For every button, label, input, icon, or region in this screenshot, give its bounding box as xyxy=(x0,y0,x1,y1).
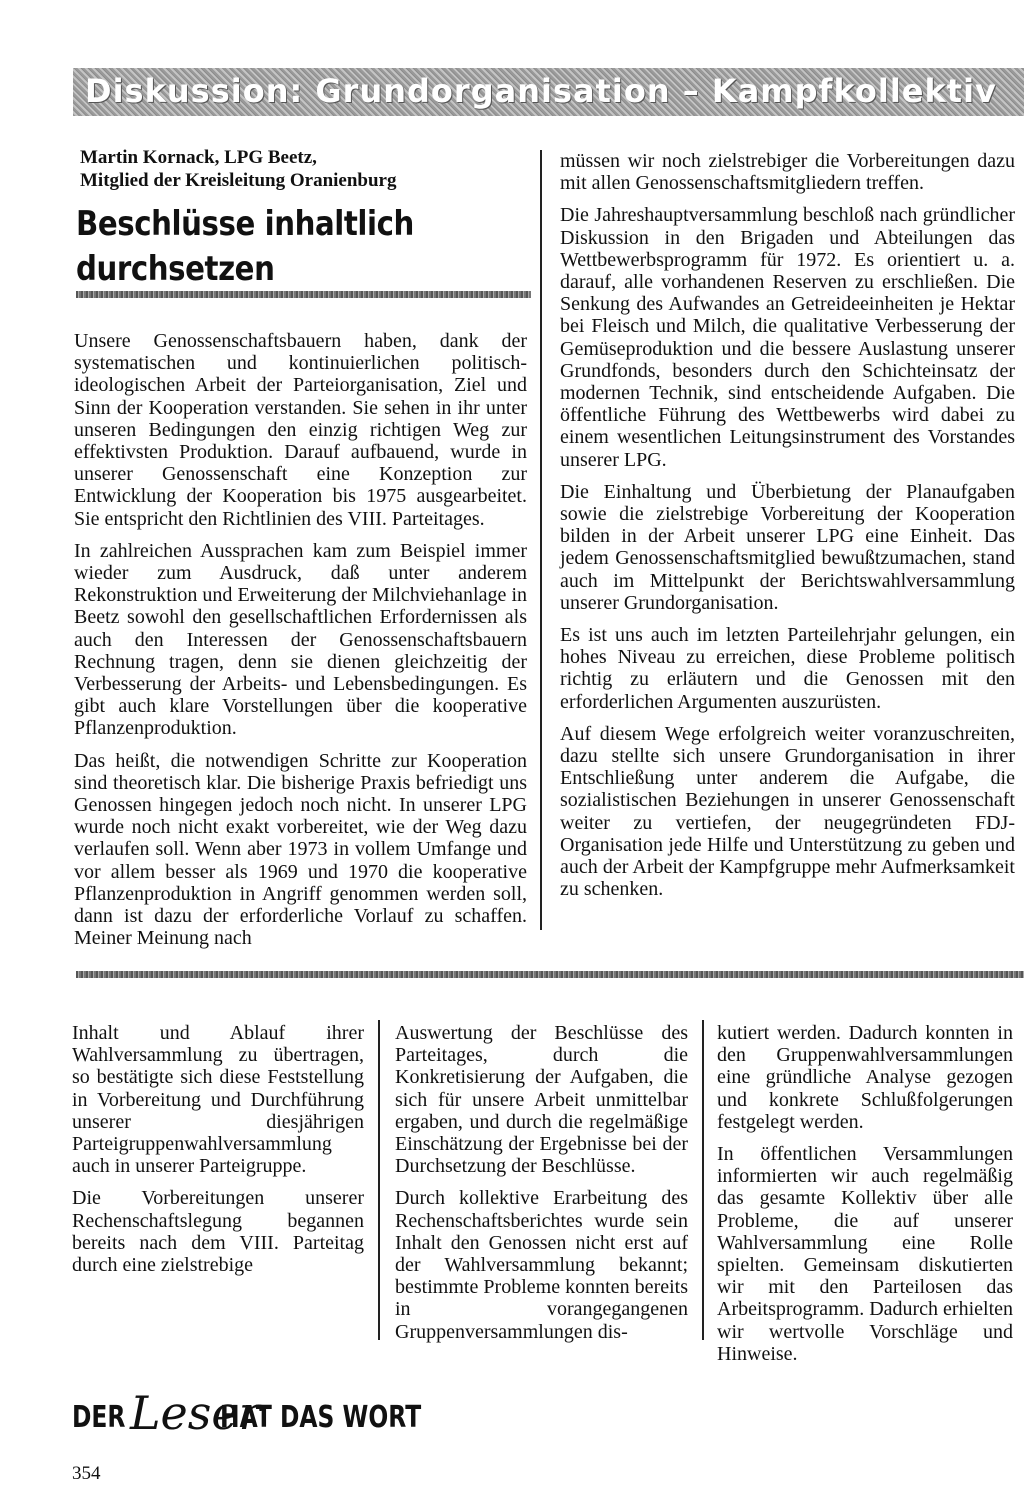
paragraph: In öffentlichen Versammlungen informierten wir auch regelmäßig das gesamte Kollektiv über alle Probleme, die auf unserer Wahlversammlung eine Rolle spielten. Gemeinsam diskutierten wir mit den Parteilosen das Arbeitsprogramm. Dadurch erhielten wir wertvolle Vorschläge und Hinweise. xyxy=(717,1143,1014,1365)
paragraph: kutiert werden. Dadurch konnten in den Gruppenwahlversammlungen eine gründliche Analyse gezogen und konkrete Schlußfolgerungen festgelegt werden. xyxy=(717,1022,1013,1133)
paragraph: In zahlreichen Aussprachen kam zum Beispiel immer wieder zum Ausdruck, daß unter anderem Rekonstruktion und Erweiterung der Milchviehanlage in Beetz sowohl den gesellschaftlichen Erfordernissen als auch den Interessen der Genossenschaftsbauern Rechnung tragen, denn sie dienen gleichzeitig der Verbesserung der Arbeits- und Lebensbedingungen. Es gibt auch klare Vorstellungen über die kooperative Pflanzenproduktion. xyxy=(74,539,527,740)
column-signature-logo xyxy=(72,1386,422,1450)
bottom-column-1 xyxy=(72,1022,364,1286)
headline-line-2: durchsetzen xyxy=(76,249,275,289)
page-number: 354 xyxy=(72,1463,101,1484)
author-role: Mitglied der Kreisleitung Oranienburg xyxy=(80,170,397,191)
signature-text-der: DER xyxy=(72,1400,126,1435)
signature-text-hat-das-wort: HAT DAS WORT xyxy=(220,1400,422,1435)
paragraph: Inhalt und Ablauf ihrer Wahlversammlung zu übertragen, so bestätigte sich diese Feststellung in Vorbereitung und Durchführung unserer diesjährigen Parteigruppenwahlversammlung auch in unserer Parteigruppe. xyxy=(72,1022,364,1178)
column-divider xyxy=(702,1020,704,1340)
paragraph: Unsere Genossenschaftsbauern haben, dank der systematischen und kontinuierlichen politisch-ideologischen Arbeit der Parteiorganisation, Ziel und Sinn der Kooperation verstanden. Sie sehen in ihr unter unseren Bedingungen den einzig richtigen Weg zur effektivsten Produktion. Darauf aufbauend, wurde in unserer Genossenschaft eine Konzeption zur Entwicklung der Kooperation bis 1975 ausgearbeitet. Sie entspricht den Richtlinien des VIII. Parteitages. xyxy=(74,330,527,530)
right-column xyxy=(560,150,1015,911)
author-name: Martin Kornack, LPG Beetz, xyxy=(80,147,317,168)
banner-title: Diskussion: Grundorganisation – Kampfkollektiv xyxy=(85,72,997,110)
headline-line-1: Beschlüsse inhaltlich xyxy=(76,204,414,244)
section-divider xyxy=(76,971,1024,978)
paragraph: Durch kollektive Erarbeitung des Rechenschaftsberichtes wurde sein Inhalt den Genossen nicht erst auf der Wahlversammlung bekannt; bestimmte Probleme konnten bereits in vorangegangenen Gruppenversammlungen dis- xyxy=(395,1187,688,1343)
paragraph: müssen wir noch zielstrebiger die Vorbereitungen dazu mit allen Genossenschaftsmitgliedern treffen. xyxy=(560,150,1015,195)
headline-divider xyxy=(76,291,531,298)
paragraph: Auswertung der Beschlüsse des Parteitages, durch die Konkretisierung der Aufgaben, die sich für unsere Arbeit unmittelbar ergaben, und durch die regelmäßige Einschätzung der Ergebnisse bei der Durchsetzung der Beschlüsse. xyxy=(395,1022,688,1178)
author-byline xyxy=(80,146,520,192)
paragraph: Die Vorbereitungen unserer Rechenschaftslegung begannen bereits nach dem VIII. Parteitag durch eine zielstrebige xyxy=(72,1187,364,1277)
left-column xyxy=(74,330,527,959)
signature-text-leser: Leser xyxy=(130,1386,261,1440)
bottom-column-2 xyxy=(395,1022,688,1353)
paragraph: Das heißt, die notwendigen Schritte zur Kooperation sind theoretisch klar. Die bisherige Praxis befriedigt uns Genossen hingegen jedoch noch nicht. In unserer LPG wurde noch nicht exakt vorbereitet, wie der Weg dazu verlaufen soll. Wenn aber 1973 in vollem Umfange und vor allem besser als 1969 und 1970 die kooperative Pflanzenproduktion in Angriff genommen werden soll, dann ist dazu der erforderliche Vorlauf zu schaffen. Meiner Meinung nach xyxy=(74,749,527,950)
paragraph: Die Einhaltung und Überbietung der Planaufgaben sowie die zielstrebige Vorbereitung der Kooperation bilden in der Arbeit unserer LPG eine Einheit. Das jedem Genossenschaftsmitglied bewußtzumachen, stand auch im Mittelpunkt der Berichtswahlversammlung unserer Grundorganisation. xyxy=(560,480,1015,614)
article-headline xyxy=(76,202,437,292)
paragraph: Die Jahreshauptversammlung beschloß nach gründlicher Diskussion in den Brigaden und Abteilungen das Wettbewerbsprogramm für 1972. Es orientiert u. a. darauf, alle vorhandenen Reserven zu erschließen. Die Senkung des Aufwandes an Getreideeinheiten je Hektar bei Fleisch und Milch, die qualitative Verbesserung der Gemüseproduktion und die bessere Auslastung unserer Grundfonds, besonders durch den Schichteinsatz der modernen Technik, sind entscheidende Aufgaben. Die öffentliche Führung des Wettbewerbs wird dabei zu einem wesentlichen Leitungsinstrument des Vorstandes unserer LPG. xyxy=(560,204,1015,471)
paragraph: Es ist uns auch im letzten Parteilehrjahr gelungen, ein hohes Niveau zu erreichen, diese Probleme politisch richtig zu erläutern und die Genossen mit den erforderlichen Argumenten auszurüsten. xyxy=(560,624,1015,713)
bottom-column-3 xyxy=(717,1022,1013,1375)
section-banner xyxy=(73,68,1024,116)
paragraph: Auf diesem Wege erfolgreich weiter voranzuschreiten, dazu stellte sich unsere Grundorganisation in ihrer Entschließung unter anderem die Aufgabe, die sozialistischen Beziehungen in unserer Genossenschaft weiter zu vertiefen, der neugegründeten FDJ-Organisation jede Hilfe und Unterstützung zu geben und auch der Arbeit der Kampfgruppe mehr Aufmerksamkeit zu schenken. xyxy=(560,722,1015,901)
column-divider xyxy=(378,1020,380,1340)
column-divider xyxy=(540,150,542,930)
